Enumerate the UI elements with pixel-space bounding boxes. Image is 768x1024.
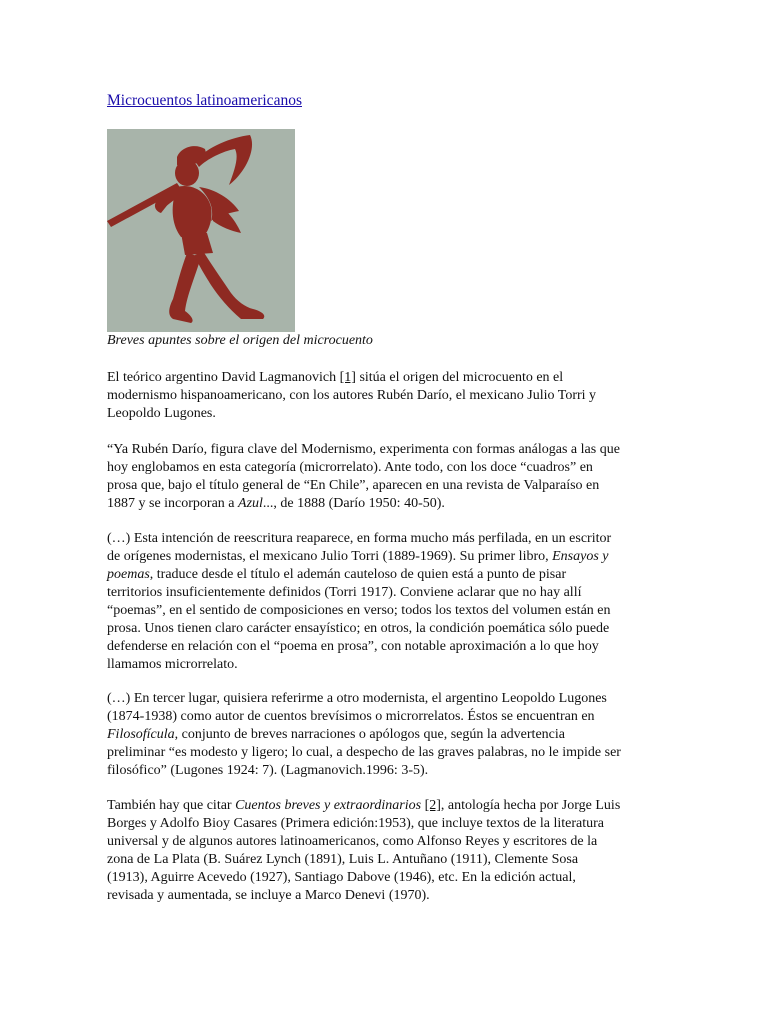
text-run: El teórico argentino David Lagmanovich (107, 370, 340, 385)
paragraph-2 (107, 441, 667, 513)
text-run: sitúa el origen del microcuento en el (355, 370, 564, 385)
paragraph-line: defenderse en relación con el “poema en prosa”, con notable aproximación a lo que hoy (107, 639, 599, 654)
italic-title: poemas (107, 567, 150, 582)
paragraph-line: prosa. Unos tienen claro carácter ensayístico; en otros, la condición poemática sólo puede (107, 621, 610, 636)
paragraph-line: revisada y aumentada, se incluye a Marco Denevi (1970). (107, 888, 430, 903)
paragraph-line: prosa que, bajo el título general de “En Chile”, aparecen en una revista de Valparaíso en (107, 478, 600, 493)
paragraph-line: universal y de algunos autores latinoamericanos, como Alfonso Reyes y escritores de la (107, 834, 598, 849)
paragraph-line: “poemas”, en el sentido de composiciones en verso; todos los textos del volumen están en (107, 603, 611, 618)
paragraph-line (107, 566, 667, 584)
footnote-link-1[interactable]: [1] (339, 370, 356, 385)
italic-title: Filosofícula (107, 727, 175, 742)
paragraph-3 (107, 530, 667, 674)
paragraph-line (107, 797, 667, 815)
paragraph-5 (107, 797, 667, 905)
paragraph-line: Borges y Adolfo Bioy Casares (Primera edición:1953), que incluye textos de la literatura (107, 816, 605, 831)
text-run: , traduce desde el título el ademán cauteloso de quien está a punto de pisar (149, 567, 567, 582)
paragraph-line: llamamos microrrelato. (107, 657, 238, 672)
paragraph-line: “Ya Rubén Darío, figura clave del Modernismo, experimenta con formas análogas a las que (107, 442, 620, 457)
italic-title: Azul (238, 496, 263, 511)
paragraph-line: territorios insuficientemente definidos (Torri 1917). Conviene aclarar que no hay allí (107, 585, 582, 600)
text-run: ..., de 1888 (Darío 1950: 40-50). (262, 496, 445, 511)
paragraph-line (107, 495, 667, 513)
paragraph-line (107, 726, 667, 744)
italic-title: Cuentos breves y extraordinarios (235, 798, 422, 813)
paragraph-line: modernismo hispanoamericano, con los autores Rubén Darío, el mexicano Julio Torri y (107, 388, 597, 403)
paragraph-line (107, 369, 667, 387)
illustration-image (107, 129, 295, 332)
paragraph-line: zona de La Plata (B. Suárez Lynch (1891), Luis L. Antuñano (1911), Clemente Sosa (107, 852, 579, 867)
figure-caption: Breves apuntes sobre el origen del microcuento (107, 333, 373, 348)
flute-player-figure (107, 129, 295, 332)
paragraph-line: (…) En tercer lugar, quisiera referirme a otro modernista, el argentino Leopoldo Lugones (107, 691, 607, 706)
paragraph-line: (1913), Aguirre Acevedo (1927), Santiago Dabove (1946), etc. En la edición actual, (107, 870, 576, 885)
text-run: de orígenes modernistas, el mexicano Julio Torri (1889-1969). Su primer libro, (107, 549, 553, 564)
paragraph-line: (1874-1938) como autor de cuentos brevísimos o microrrelatos. Éstos se encuentran en (107, 709, 595, 724)
text-run: , antología hecha por Jorge Luis (440, 798, 621, 813)
text-run: , conjunto de breves narraciones o apólogos que, según la advertencia (174, 727, 565, 742)
text-run: También hay que citar (107, 798, 236, 813)
paragraph-line: (…) Esta intención de reescritura reaparece, en forma mucho más perfilada, en un escritor (107, 531, 612, 546)
text-run: 1887 y se incorporan a (107, 496, 239, 511)
italic-title: Ensayos y (552, 549, 609, 564)
paragraph-line (107, 548, 667, 566)
paragraph-line: filosófico” (Lugones 1924: 7). (Lagmanovich.1996: 3-5). (107, 763, 429, 778)
paragraph-line: hoy englobamos en esta categoría (microrrelato). Ante todo, con los doce “cuadros” en (107, 460, 593, 475)
paragraph-line: preliminar “es modesto y ligero; lo cual, a despecho de las graves palabras, no le impide ser (107, 745, 621, 760)
paragraph-1 (107, 369, 667, 423)
footnote-link-2[interactable]: [2] (424, 798, 441, 813)
paragraph-4 (107, 690, 667, 780)
page-title-link[interactable]: Microcuentos latinoamericanos (107, 92, 302, 109)
paragraph-line: Leopoldo Lugones. (107, 406, 216, 421)
